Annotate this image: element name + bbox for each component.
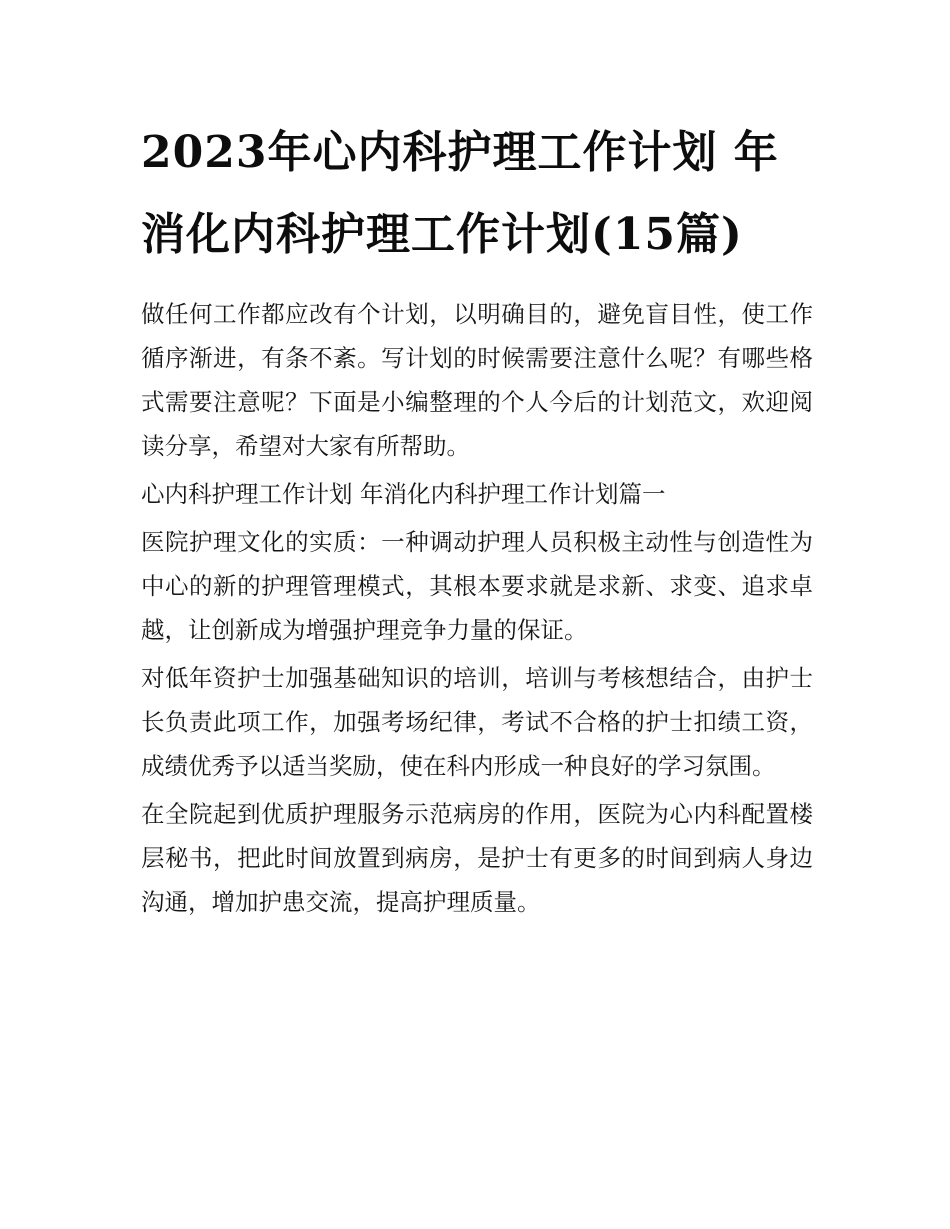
- document-body: [141, 292, 813, 924]
- body-paragraph: 医院护理文化的实质：一种调动护理人员积极主动性与创造性为中心的新的护理管理模式，其根本要求就是求新、求变、追求卓越，让创新成为增强护理竞争力量的保证。: [141, 528, 813, 644]
- body-paragraph: 对低年资护士加强基础知识的培训，培训与考核想结合，由护士长负责此项工作，加强考场纪律，考试不合格的护士扣绩工资，成绩优秀予以适当奖励，使在科内形成一种良好的学习氛围。: [141, 664, 813, 780]
- body-paragraph: 在全院起到优质护理服务示范病房的作用，医院为心内科配置楼层秘书，把此时间放置到病房，是护士有更多的时间到病人身边沟通，增加护患交流，提高护理质量。: [141, 800, 813, 916]
- intro-paragraph: 做任何工作都应改有个计划，以明确目的，避免盲目性，使工作循序渐进，有条不紊。写计划的时候需要注意什么呢？有哪些格式需要注意呢？下面是小编整理的个人今后的计划范文，欢迎阅读分享，希望对大家有所帮助。: [141, 300, 813, 460]
- document-title: 2023年心内科护理工作计划 年消化内科护理工作计划(15篇): [141, 127, 779, 260]
- section-heading: 心内科护理工作计划 年消化内科护理工作计划篇一: [141, 480, 666, 508]
